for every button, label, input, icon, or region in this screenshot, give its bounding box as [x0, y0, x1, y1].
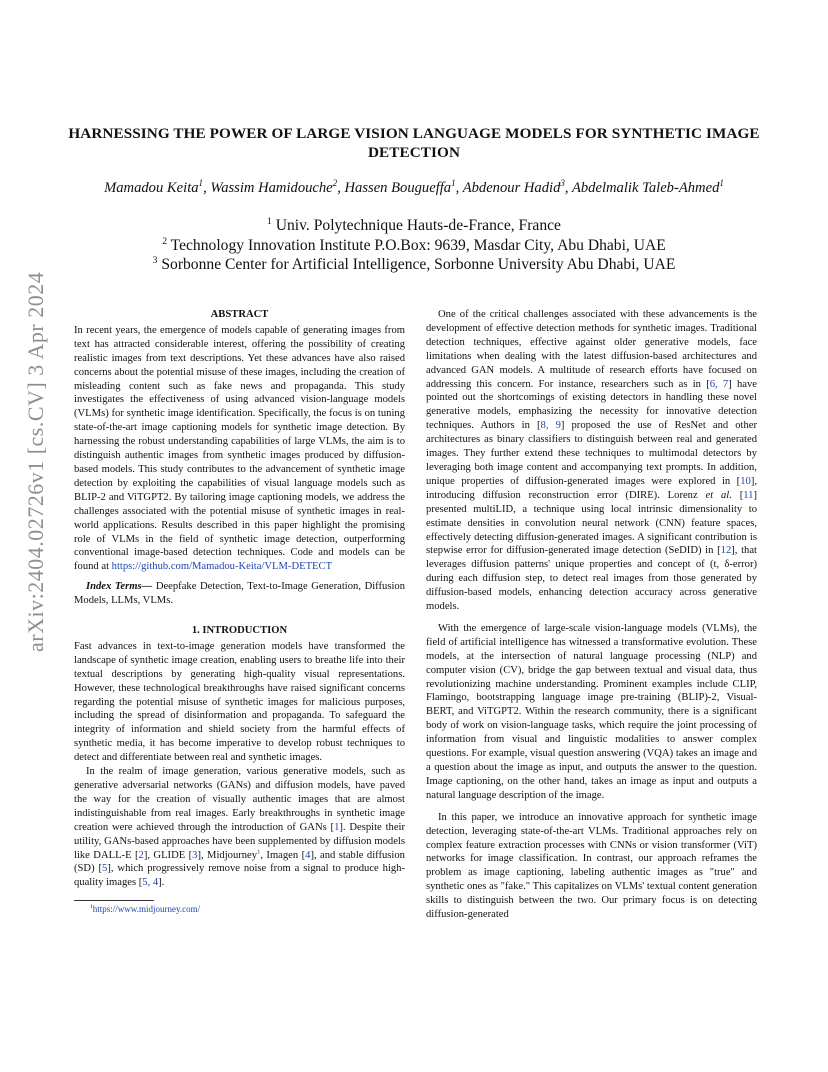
author-name: Mamadou Keita — [104, 180, 199, 196]
citation-link[interactable]: 10 — [740, 475, 751, 487]
author-list: Mamadou Keita$^1$, Wassim Hamidouche$^2$, Hassen Bougueffa$^1$, Abdenour Hadid$^3$, Abdelmalik Taleb-Ahmed$^1$ — [104, 178, 724, 196]
citation-link[interactable]: 5 — [102, 863, 108, 875]
footnote-rule — [74, 900, 154, 901]
author-name: Wassim Hamidouche — [210, 180, 333, 196]
footnote: $^1$https://www.midjourney.com/ — [90, 904, 201, 915]
arxiv-watermark: arXiv:2404.02726v1 [cs.CV] 3 Apr 2024 — [23, 271, 48, 652]
paper-title: HARNESSING THE POWER OF LARGE VISION LANGUAGE MODELS FOR SYNTHETIC IMAGE DETECTION — [68, 125, 760, 161]
footnote-marker[interactable]: 1 — [257, 848, 261, 855]
introduction-heading: 1. INTRODUCTION — [191, 625, 288, 637]
code-link[interactable]: https://github.com/Mamadou-Keita/VLM-DETECT — [111, 561, 333, 573]
citation-link[interactable]: 1 — [334, 821, 340, 833]
citation-link[interactable]: 12 — [720, 545, 732, 557]
citation-link[interactable]: 6, 7 — [709, 378, 729, 390]
body-paragraph-2: With the emergence of large-scale vision-language models (VLMs), the field of artificial intelligence has witnessed a transformative evolution. These models, at the intersection of natural language processing (NLP) and computer vision (CV), bridge the gap between textual and visual data, thus revolutionizing machine understanding. Prominent examples include CLIP, Flamingo, bootstrapping language image pre-training (BLIP)-2, Visual-BERT, and ViTGPT2. Within the research community, there is a significant body of work on vision-language tasks, which require the joint processing of information from visual and linguistic modalities to answer complex questions. For example, visual question answering (VQA) takes an image and a question about the image as input, and outputs the answer to the question. Image captioning, on the other hand, takes an image as input and outputs a natural language description of the image. — [426, 622, 757, 801]
abstract-heading: ABSTRACT — [210, 309, 269, 320]
intro-paragraph-1: Fast advances in text-to-image generation models have transformed the landscape of synthetic image creation, enabling users to breathe life into their textual descriptions by generating high-quality visual representations. However, these technological breakthroughs have raised significant concerns regarding the potential misuse of synthetic images for malicious purposes, including the spread of disinformation and propaganda. To safeguard the integrity of information and shield society from the harmful effects of synthetic media, it has become imperative to develop robust techniques to detect and differentiate between real and synthetic images. — [74, 640, 405, 764]
body-paragraph-1: One of the critical challenges associated with these advancements is the development of effective detection methods for synthetic images. Traditional detection techniques, effective against older generative models, face limitations when dealing with the latest diffusion-based architectures and advanced GAN models. A multitude of research efforts have focused on addressing this concern. For instance, researchers such as in [6, 7] have pointed out the shortcomings of existing detectors in handling these novel generative models, emphasizing the necessity for innovative detection techniques. Authors in [8, 9] proposed the use of ResNet and other architectures as binary classifiers to distinguish between real and generated images. They further extend these techniques to multimodal detectors by leveraging both image content and accompanying text prompts. In addition, unique properties of diffusion-generated images were explored in [10], introducing diffusion reconstruction error (DIRE). Lorenz et al. [11] presented multiLID, a technique using local intrinsic dimensionality to estimate densities in convolution neural network (CNN) feature spaces, effectively detecting diffusion-generated images. A significant contribution is stepwise error for diffusion-generated image detection (SeDID) in [12], that leverages diffusion patterns' unique properties and concept of (t, δ-error) during each diffusion step, to detect real images from those generated by diffusion-based models, enhancing detection accuracy across generative models. — [426, 309, 758, 613]
citation-link[interactable]: 5, 4 — [142, 877, 159, 889]
right-column — [426, 308, 757, 922]
citation-link[interactable]: 8, 9 — [540, 420, 561, 432]
citation-link[interactable]: 3 — [192, 849, 198, 861]
footnote-link[interactable]: https://www.midjourney.com/ — [92, 904, 201, 915]
abstract-text: In recent years, the emergence of models capable of generating images from text has attracted considerable interest, offering the possibility of creating realistic images from text descriptions. Yet these advances have also raised concerns about the potential misuse of these images, including the creation of misleading content such as fake news and propaganda. This study investigates the effectiveness of using advanced vision-language models (VLMs) for synthetic image identification. Specifically, the focus is on tuning state-of-the-art image captioning models for synthetic image detection. By harnessing the robust understanding capabilities of large VLMs, the aim is to distinguish authentic images from synthetic images produced by diffusion-based models. This study contributes to the advancement of synthetic image detection by exploiting the capabilities of visual language models such as BLIP-2 and ViTGPT2. By tailoring image captioning models, we address the challenges associated with the potential misuse of synthetic images in real-world applications. Results described in this paper highlight the promising role of VLMs in the field of synthetic image detection, outperforming conventional image-based detection techniques. Code and models can be found at https://github.com/Mamadou-Keita/VLM-DETECT — [74, 324, 405, 573]
author-name: Abdelmalik Taleb-Ahmed — [571, 180, 720, 196]
affiliation-line: $^2$ Technology Innovation Institute P.O.Box: 9639, Masdar City, Abu Dhabi, UAE — [162, 235, 666, 254]
author-name: Hassen Bougueffa — [344, 180, 452, 196]
affiliation-line: $^3$ Sorbonne Center for Artificial Intelligence, Sorbonne University Abu Dhabi, UAE — [152, 254, 676, 273]
citation-link[interactable]: 11 — [743, 489, 754, 501]
left-column — [74, 308, 405, 915]
author-name: Abdenour Hadid — [462, 180, 561, 196]
affiliation-line: $^1$ Univ. Polytechnique Hauts-de-France, France — [267, 215, 561, 234]
intro-paragraph-2: In the realm of image generation, various generative models, such as generative adversarial networks (GANs) and diffusion models, have paved the way for the creation of visually authentic images that are almost indistinguishable from real images. Early breakthroughs in synthetic image creation were achieved through the introduction of GANs [1]. Despite their utility, GANs-based approaches have been supplemented by diffusion models like DALL-E [2], GLIDE [3], Midjourney$^1$, Imagen [4], and stable diffusion (SD) [5], which progressively remove noise from a signal to produce high-quality images [5, 4]. — [74, 766, 406, 889]
index-terms: Index Terms— Deepfake Detection, Text-to-Image Generation, Diffusion Models, LLMs, VLMs. — [74, 581, 405, 607]
citation-link[interactable]: 4 — [305, 849, 311, 861]
affiliation-list — [60, 216, 768, 275]
citation-link[interactable]: 2 — [138, 849, 144, 861]
body-paragraph-3: In this paper, we introduce an innovative approach for synthetic image detection, leveraging state-of-the-art VLMs. Traditional approaches rely on complex feature extraction processes with CNNs or vision transformer (ViT) networks for image classification. In contrast, our approach reframes the problem as image captioning, labeling authentic images as "true" and synthetic ones as "fake." This capitalizes on VLMs' textual content generation skills to distinguish between the two. Our primary focus is on detecting diffusion-generated — [426, 811, 757, 921]
